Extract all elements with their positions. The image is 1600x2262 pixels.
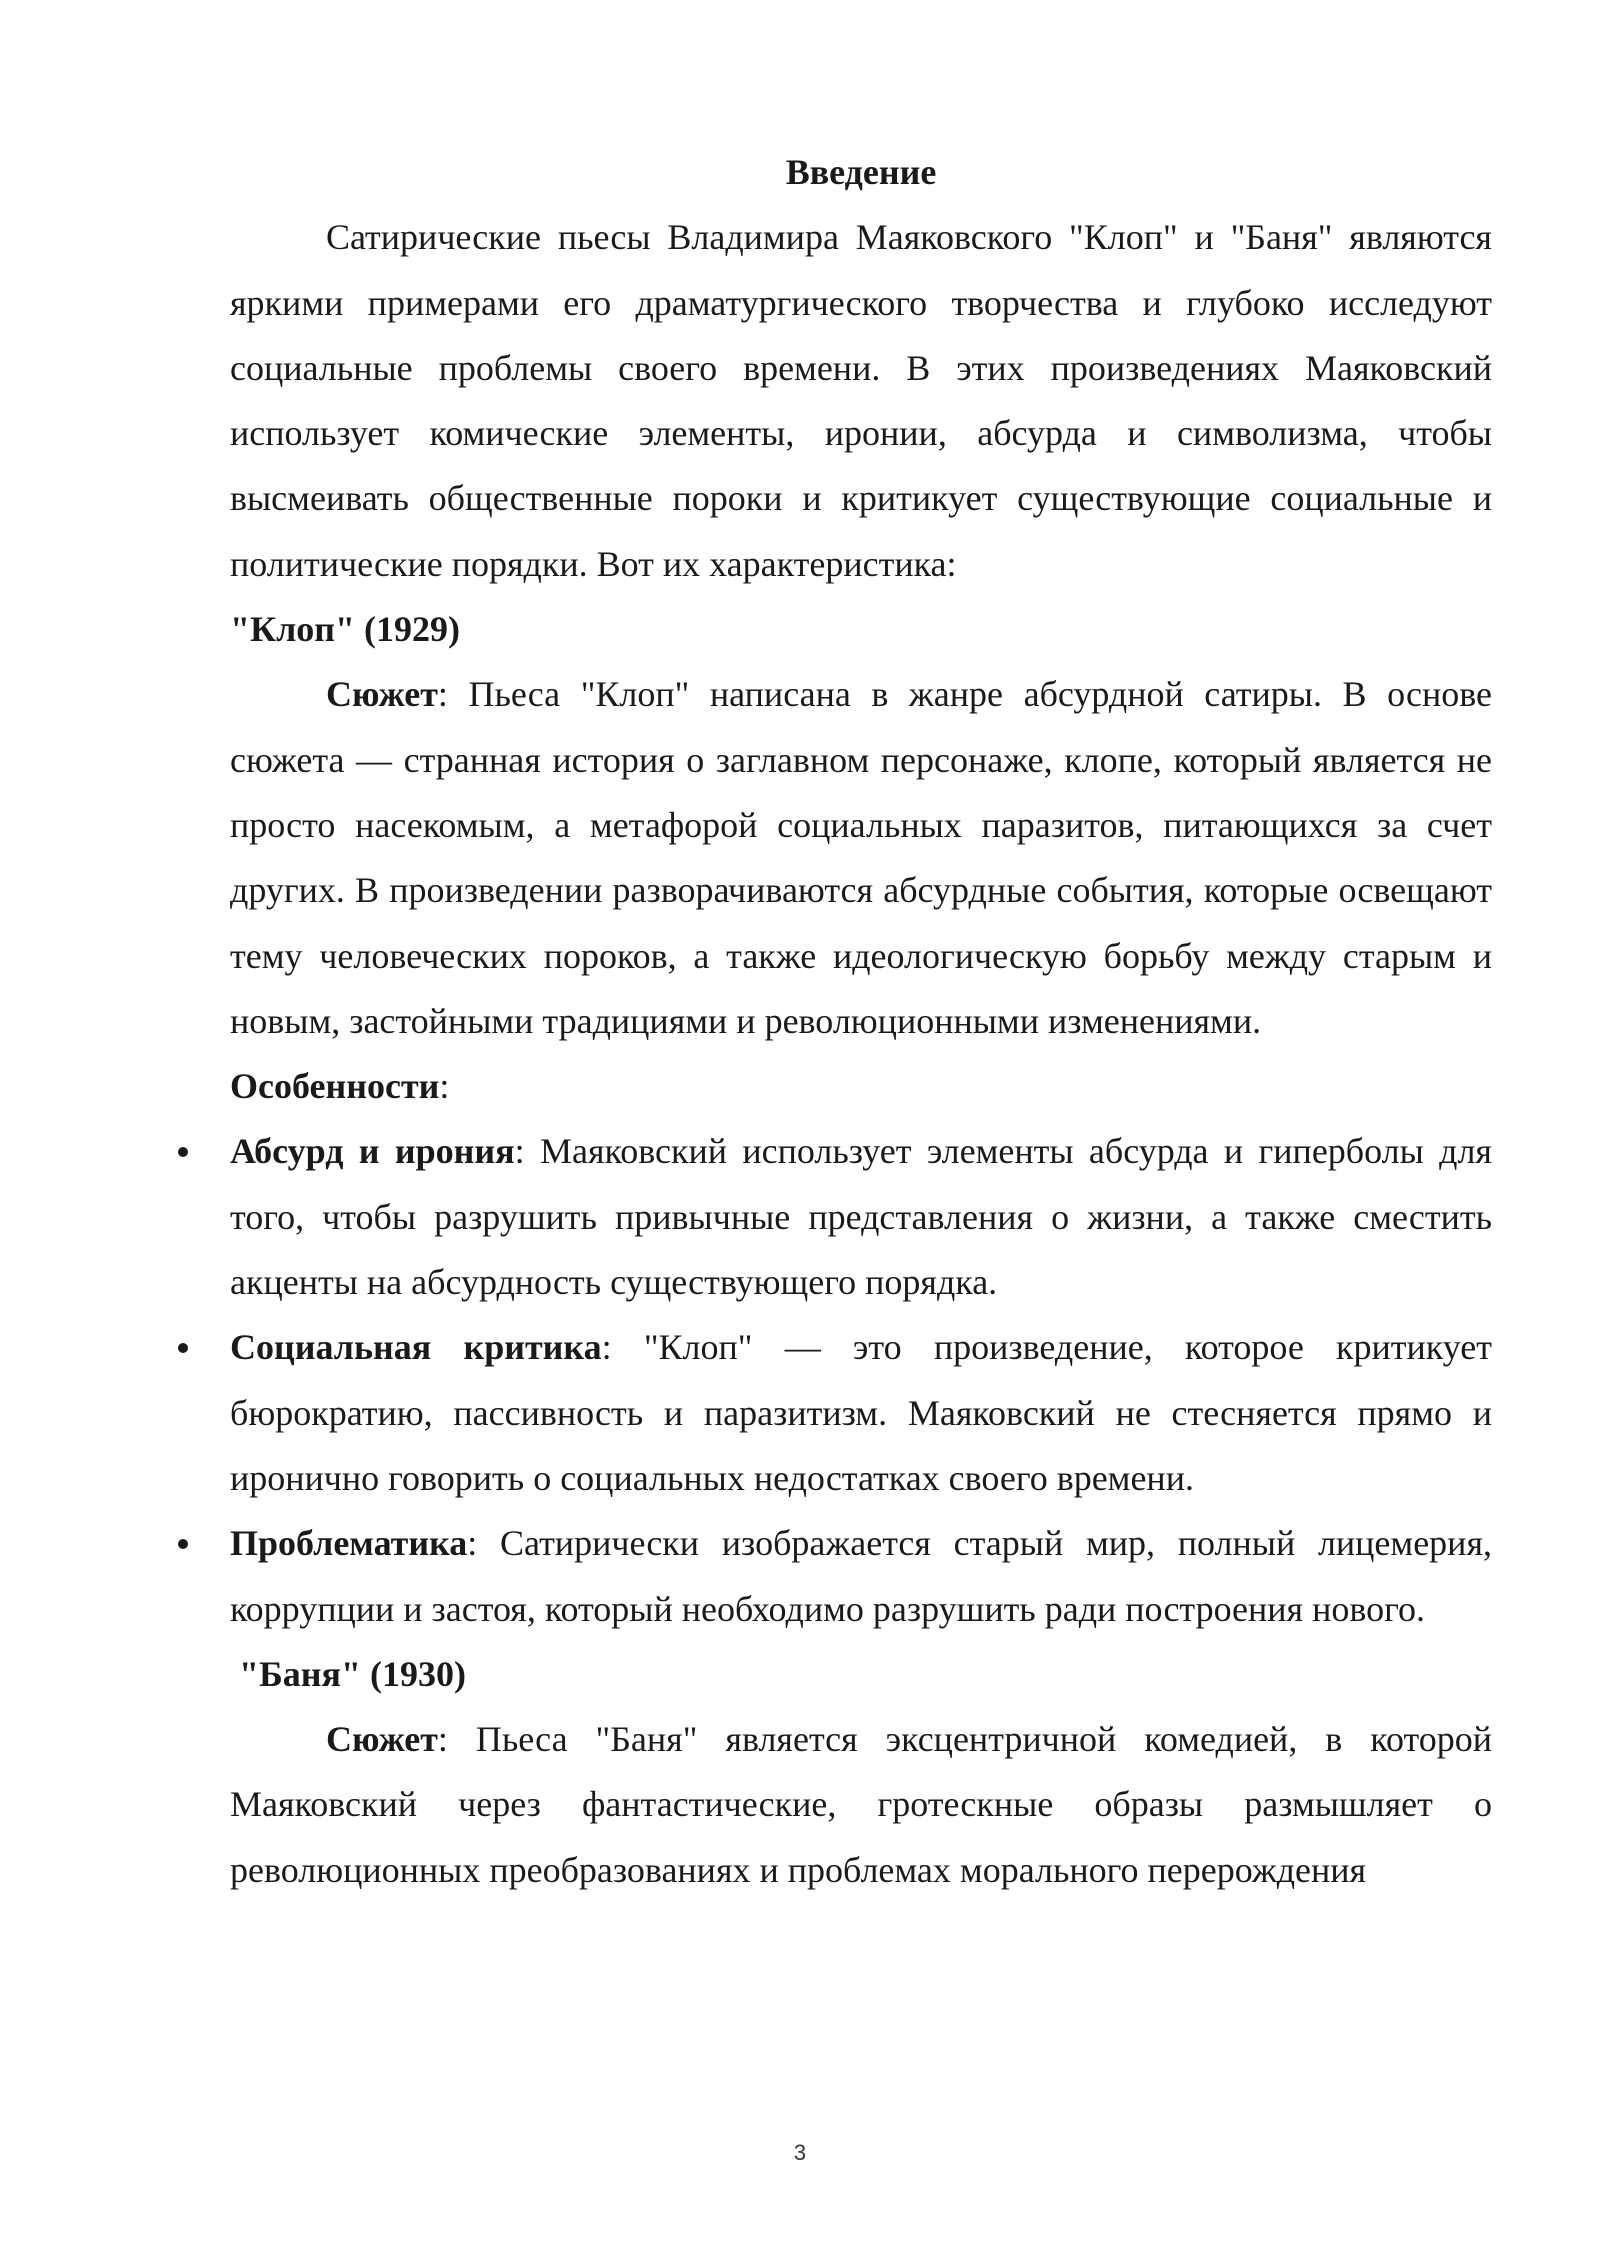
klop-plot-label: Сюжет xyxy=(326,674,438,715)
feature-text: : "Клоп" — это произведение, которое критикует бюрократию, пассивность и паразитизм. Маяковский не стесняется прямо и иронично говорить о социальных недостатках своего времени. xyxy=(230,1327,1492,1498)
features-heading xyxy=(230,1054,1492,1119)
klop-plot-paragraph xyxy=(230,662,1492,1054)
klop-plot-text: : Пьеса "Клоп" написана в жанре абсурдной сатиры. В основе сюжета — странная история о заглавном персонаже, клопе, который является не просто насекомым, а метафорой социальных паразитов, питающихся за счет других. В произведении разворачиваются абсурдные события, которые освещают тему человеческих пороков, а также идеологическую борьбу между старым и новым, застойными традициями и революционными изменениями. xyxy=(230,674,1492,1041)
banya-plot-text: : Пьеса "Баня" является эксцентричной комедией, в которой Маяковский через фантастические, гротескные образы размышляет о революционных преобразованиях и проблемах морального перерождения xyxy=(230,1719,1492,1890)
feature-label: Социальная критика xyxy=(230,1327,602,1368)
bullet-icon xyxy=(178,1539,188,1549)
list-item xyxy=(230,1511,1492,1642)
bullet-icon xyxy=(178,1147,188,1157)
features-label: Особенности xyxy=(230,1066,440,1107)
banya-plot-label: Сюжет xyxy=(326,1719,438,1760)
feature-label: Проблематика xyxy=(230,1523,468,1564)
section-heading-klop: "Клоп" (1929) xyxy=(230,609,460,650)
feature-text: : Маяковский использует элементы абсурда и гиперболы для того, чтобы разрушить привычные представления о жизни, а также сместить акценты на абсурдность существующего порядка. xyxy=(230,1131,1492,1303)
list-item xyxy=(230,1315,1492,1511)
banya-plot-paragraph xyxy=(230,1707,1492,1903)
page-content xyxy=(230,140,1492,1903)
features-colon: : xyxy=(439,1066,450,1107)
list-item xyxy=(230,1119,1492,1315)
intro-paragraph: Сатирические пьесы Владимира Маяковского "Клоп" и "Баня" являются яркими примерами его драматургического творчества и глубоко исследуют социальные проблемы своего времени. В этих произведениях Маяковский использует комические элементы, иронии, абсурда и символизма, чтобы высмеивать общественные пороки и критикует существующие социальные и политические порядки. Вот их характеристика: xyxy=(230,217,1492,584)
feature-label: Абсурд и ирония xyxy=(230,1131,515,1172)
features-list xyxy=(230,1119,1492,1641)
page-title: Введение xyxy=(785,152,937,192)
bullet-icon xyxy=(178,1343,188,1353)
section-heading-banya: "Баня" (1930) xyxy=(239,1653,466,1694)
feature-text: : Сатирически изображается старый мир, полный лицемерия, коррупции и застоя, который необходимо разрушить ради построения нового. xyxy=(230,1523,1492,1629)
page-number: 3 xyxy=(793,2140,807,2165)
